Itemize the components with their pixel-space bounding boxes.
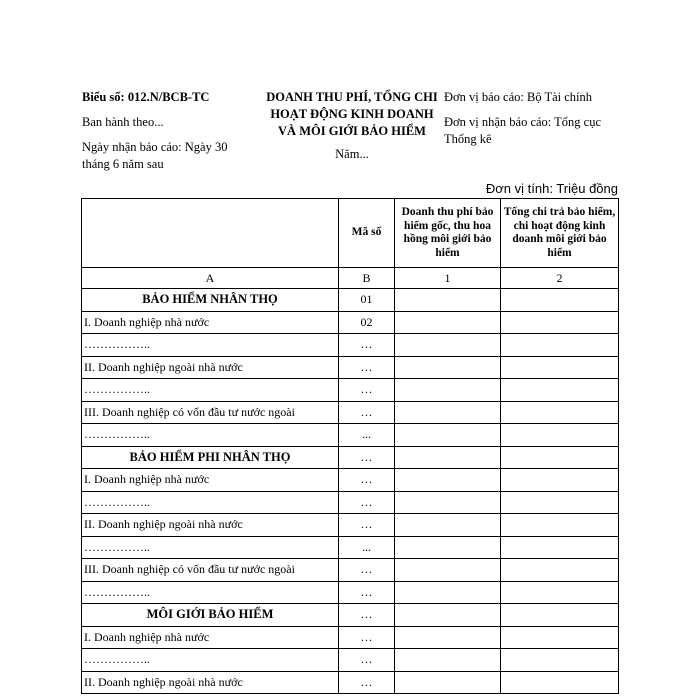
cell-revenue bbox=[395, 356, 501, 379]
index-b: B bbox=[339, 268, 395, 289]
cell-revenue bbox=[395, 311, 501, 334]
table-row bbox=[82, 649, 619, 672]
index-2: 2 bbox=[501, 268, 619, 289]
receiving-unit: Đơn vị nhận báo cáo: Tổng cục Thống kê bbox=[444, 115, 602, 146]
row-code: … bbox=[339, 559, 395, 582]
cell-expense bbox=[501, 356, 619, 379]
row-code: … bbox=[339, 379, 395, 402]
table-row bbox=[82, 581, 619, 604]
table-row bbox=[82, 536, 619, 559]
table-row bbox=[82, 334, 619, 357]
index-1: 1 bbox=[395, 268, 501, 289]
cell-revenue bbox=[395, 401, 501, 424]
header-expense: Tổng chi trả bảo hiểm, chi hoạt động kinh doanh môi giới bảo hiểm bbox=[501, 199, 619, 268]
table-row bbox=[82, 626, 619, 649]
cell-expense bbox=[501, 446, 619, 469]
header-left bbox=[82, 89, 257, 181]
table-row bbox=[82, 559, 619, 582]
receive-date: Ngày nhận báo cáo: Ngày 30 tháng 6 năm sau bbox=[82, 140, 228, 171]
cell-revenue bbox=[395, 604, 501, 627]
row-code: … bbox=[339, 604, 395, 627]
row-label: …………….. bbox=[82, 491, 339, 514]
row-label: II. Doanh nghiệp ngoài nhà nước bbox=[82, 356, 339, 379]
cell-expense bbox=[501, 514, 619, 537]
row-code: 02 bbox=[339, 311, 395, 334]
row-label: …………….. bbox=[82, 334, 339, 357]
section-row bbox=[82, 289, 619, 312]
cell-expense bbox=[501, 469, 619, 492]
table-row bbox=[82, 401, 619, 424]
row-label: I. Doanh nghiệp nhà nước bbox=[82, 469, 339, 492]
section-row bbox=[82, 604, 619, 627]
row-code: ... bbox=[339, 536, 395, 559]
cell-expense bbox=[501, 491, 619, 514]
header-right bbox=[444, 89, 622, 156]
row-code: … bbox=[339, 581, 395, 604]
row-code: ... bbox=[339, 424, 395, 447]
cell-expense bbox=[501, 536, 619, 559]
row-label: III. Doanh nghiệp có vốn đầu tư nước ngoài bbox=[82, 401, 339, 424]
cell-revenue bbox=[395, 626, 501, 649]
row-code: … bbox=[339, 649, 395, 672]
cell-expense bbox=[501, 649, 619, 672]
table-row bbox=[82, 514, 619, 537]
cell-expense bbox=[501, 626, 619, 649]
header-center bbox=[262, 89, 442, 163]
row-label: I. Doanh nghiệp nhà nước bbox=[82, 626, 339, 649]
row-label: III. Doanh nghiệp có vốn đầu tư nước ngoài bbox=[82, 559, 339, 582]
reporting-unit: Đơn vị báo cáo: Bộ Tài chính bbox=[444, 90, 593, 104]
row-label: …………….. bbox=[82, 581, 339, 604]
row-label: …………….. bbox=[82, 424, 339, 447]
issued-by: Ban hành theo... bbox=[82, 115, 164, 129]
table-row bbox=[82, 671, 619, 694]
header-name bbox=[82, 199, 339, 268]
cell-revenue bbox=[395, 514, 501, 537]
cell-expense bbox=[501, 379, 619, 402]
form-number: Biểu số: 012.N/BCB-TC bbox=[82, 90, 210, 104]
cell-revenue bbox=[395, 424, 501, 447]
report-year: Năm... bbox=[335, 147, 369, 161]
row-label: I. Doanh nghiệp nhà nước bbox=[82, 311, 339, 334]
header-revenue: Doanh thu phí bảo hiểm gốc, thu hoa hồng môi giới bảo hiểm bbox=[395, 199, 501, 268]
table-body bbox=[82, 289, 619, 694]
row-label: BẢO HIỂM PHI NHÂN THỌ bbox=[82, 446, 339, 469]
cell-expense bbox=[501, 311, 619, 334]
row-code: … bbox=[339, 514, 395, 537]
row-label: …………….. bbox=[82, 649, 339, 672]
cell-revenue bbox=[395, 559, 501, 582]
cell-revenue bbox=[395, 446, 501, 469]
row-label: …………….. bbox=[82, 379, 339, 402]
row-code: … bbox=[339, 356, 395, 379]
row-label: II. Doanh nghiệp ngoài nhà nước bbox=[82, 514, 339, 537]
index-a: A bbox=[82, 268, 339, 289]
section-row bbox=[82, 446, 619, 469]
row-label: MÔI GIỚI BẢO HIỂM bbox=[82, 604, 339, 627]
row-label: BẢO HIỂM NHÂN THỌ bbox=[82, 289, 339, 312]
table-row bbox=[82, 491, 619, 514]
cell-revenue bbox=[395, 469, 501, 492]
cell-expense bbox=[501, 559, 619, 582]
report-title: DOANH THU PHÍ, TỔNG CHI HOẠT ĐỘNG KINH DOANH VÀ MÔI GIỚI BẢO HIỂM bbox=[266, 90, 438, 138]
cell-expense bbox=[501, 581, 619, 604]
cell-revenue bbox=[395, 536, 501, 559]
table-row bbox=[82, 356, 619, 379]
cell-revenue bbox=[395, 671, 501, 694]
cell-revenue bbox=[395, 379, 501, 402]
cell-expense bbox=[501, 604, 619, 627]
cell-revenue bbox=[395, 581, 501, 604]
row-code: … bbox=[339, 626, 395, 649]
cell-expense bbox=[501, 289, 619, 312]
row-code: … bbox=[339, 491, 395, 514]
report-table bbox=[81, 198, 619, 694]
table-row bbox=[82, 424, 619, 447]
table-row bbox=[82, 311, 619, 334]
row-code: … bbox=[339, 401, 395, 424]
cell-revenue bbox=[395, 649, 501, 672]
cell-expense bbox=[501, 334, 619, 357]
row-code: … bbox=[339, 469, 395, 492]
cell-revenue bbox=[395, 289, 501, 312]
cell-expense bbox=[501, 424, 619, 447]
table-row bbox=[82, 379, 619, 402]
row-code: … bbox=[339, 334, 395, 357]
row-label: II. Doanh nghiệp ngoài nhà nước bbox=[82, 671, 339, 694]
row-code: … bbox=[339, 446, 395, 469]
unit-note: Đơn vị tính: Triệu đồng bbox=[485, 181, 618, 196]
row-code: 01 bbox=[339, 289, 395, 312]
cell-revenue bbox=[395, 334, 501, 357]
cell-expense bbox=[501, 401, 619, 424]
cell-expense bbox=[501, 671, 619, 694]
table-row bbox=[82, 469, 619, 492]
row-label: …………….. bbox=[82, 536, 339, 559]
header-code: Mã số bbox=[339, 199, 395, 268]
cell-revenue bbox=[395, 491, 501, 514]
row-code: … bbox=[339, 671, 395, 694]
